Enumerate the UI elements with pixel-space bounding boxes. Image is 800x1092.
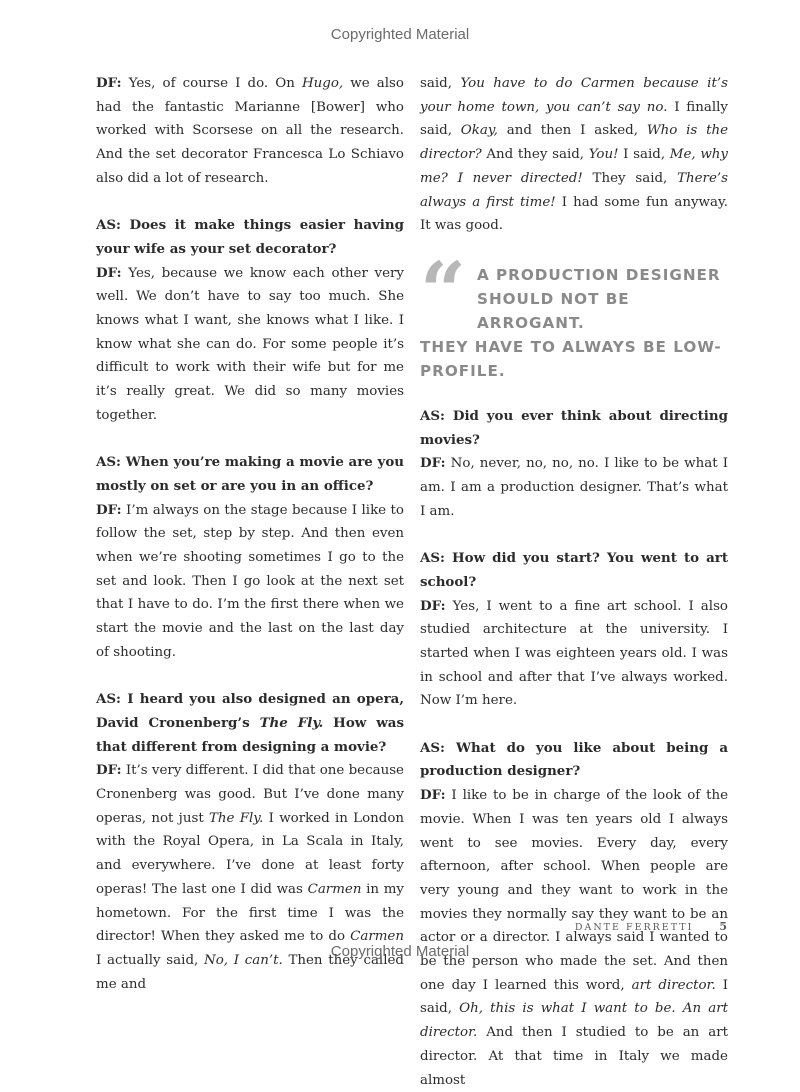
text-run: and then I asked, [497,123,647,139]
answer-paragraph [420,784,728,1092]
text-run: And then I studied to be an art director. At that time in Italy we made almost [420,1025,728,1088]
copyright-watermark-bottom: Copyrighted Material [330,943,470,960]
answer-paragraph [96,759,404,996]
pull-quote-line: THEY HAVE TO ALWAYS BE LOW-PROFILE. [420,337,722,380]
italic-run: art director. [631,977,716,993]
speaker-label: DF: [420,787,446,804]
text-run: How was that different from designing a movie? [96,714,404,755]
speaker-label: DF: [420,597,446,614]
text-run: I had some fun anyway. It was good. [420,194,728,234]
italic-run: You! [588,147,619,163]
question-heading: AS: Does it make things easier having your wife as your set decorator? [96,217,404,257]
pull-quote [420,243,728,383]
page-footer [575,920,727,933]
italic-run: Carmen [307,881,362,897]
italic-run: The Fly. [208,810,264,826]
text-run: I said, [618,147,670,163]
text-run: I said, [420,977,729,1017]
pull-quote-line: A PRODUCTION DESIGNER [477,265,721,284]
answer-paragraph [96,72,404,191]
speaker-label: DF: [96,762,122,779]
question-heading: AS: What do you like about being a production designer? [420,739,728,780]
text-run: I like to be in charge of the look of the movie. When I was ten years old I always went to see movies. Every day, every afternoon, after school. When people are very young and they want to work in the movies they normally say they want to be an actor or a director. I always said I wanted to be the person who made the set. And then one day I learned this word, [420,788,728,993]
text-run: I worked in London with the Royal Opera, in La Scala in Italy, and everywhere. I’ve done at least forty operas! The last one I did was [96,810,405,897]
text-run: AS: I heard you also designed an opera, David Cronenberg’s [96,691,404,731]
answer-paragraph [420,595,728,714]
answer-paragraph [96,262,404,428]
text-run: I’m always on the stage because I like to follow the set, step by step. And then even when we’re shooting sometimes I go to the set and look. Then I go look at the next set that I have to do. I’m the first there when we start the movie and the last on the last day of shooting. [96,502,404,660]
running-footer-author: DANTE FERRETTI [574,922,694,933]
italic-run: Okay, [460,123,498,139]
pull-quote-text [420,263,728,383]
speaker-label: DF: [96,501,122,518]
italic-run: Oh, this is what I want to be. An art director. [420,1001,728,1041]
italic-run: You have to do Carmen because it’s your home town, you can’t say no. [420,76,728,115]
speaker-label: DF: [96,264,122,281]
italic-run: No, I can’t. [203,952,283,968]
italic-run: Who is the director? [420,123,728,163]
text-run: They said, [582,170,678,186]
question-heading: AS: How did you start? You went to art school? [420,550,728,590]
italic-run: Hugo, [301,76,344,91]
copyright-watermark-top: Copyrighted Material [330,26,470,43]
text-run: in my hometown. For the first time I was the director! When they asked me to do [96,881,404,945]
left-column [96,72,404,996]
text-run: said, [420,76,461,91]
speaker-label: DF: [420,455,446,472]
italic-run: There’s always a first time! [420,170,728,210]
text-run: Then they called me and [96,952,404,992]
question-heading: AS: Did you ever think about directing movies? [420,407,728,448]
speaker-label: DF: [96,75,122,91]
answer-paragraph [96,499,404,665]
text-run: It’s very different. I did that one because Cronenberg was good. But I’ve done many operas, not just [96,763,404,826]
question-heading: AS: When you’re making a movie are you mostly on set or are you in an office? [96,454,404,494]
text-run: I finally said, [420,99,728,139]
pull-quote-line: SHOULD NOT BE ARROGANT. [477,289,630,332]
italic-run: The Fly. [259,714,324,731]
right-column [420,72,728,1092]
italic-run: Carmen [350,929,404,945]
italic-run: Me, why me? I never directed! [420,147,728,186]
text-run: we also had the fantastic Marianne [Bower] who worked with Scorsese on all the research. And the set decorator Francesca Lo Schiavo also did a lot of research. [96,76,404,186]
text-run: I actually said, [96,952,204,968]
page-number: 5 [719,920,727,933]
answer-paragraph [420,72,728,238]
answer-paragraph [420,452,728,523]
text-run: And they said, [481,147,589,163]
quote-mark-icon: “ [420,243,467,338]
text-run: No, never, no, no, no. I like to be what I am. I am a production designer. That’s what I am. [420,456,728,519]
question-heading [96,688,404,759]
text-run: Yes, because we know each other very well. We don’t have to say too much. She knows what I want, she knows what I like. I know what she can do. For some people it’s difficult to work with their wife but for me it’s really great. We did so many movies together. [96,265,404,423]
text-run: Yes, of course I do. On [121,76,302,91]
text-run: Yes, I went to a fine art school. I also studied architecture at the university. I started when I was eighteen years old. I was in school and after that I’ve always worked. Now I’m here. [420,598,728,709]
